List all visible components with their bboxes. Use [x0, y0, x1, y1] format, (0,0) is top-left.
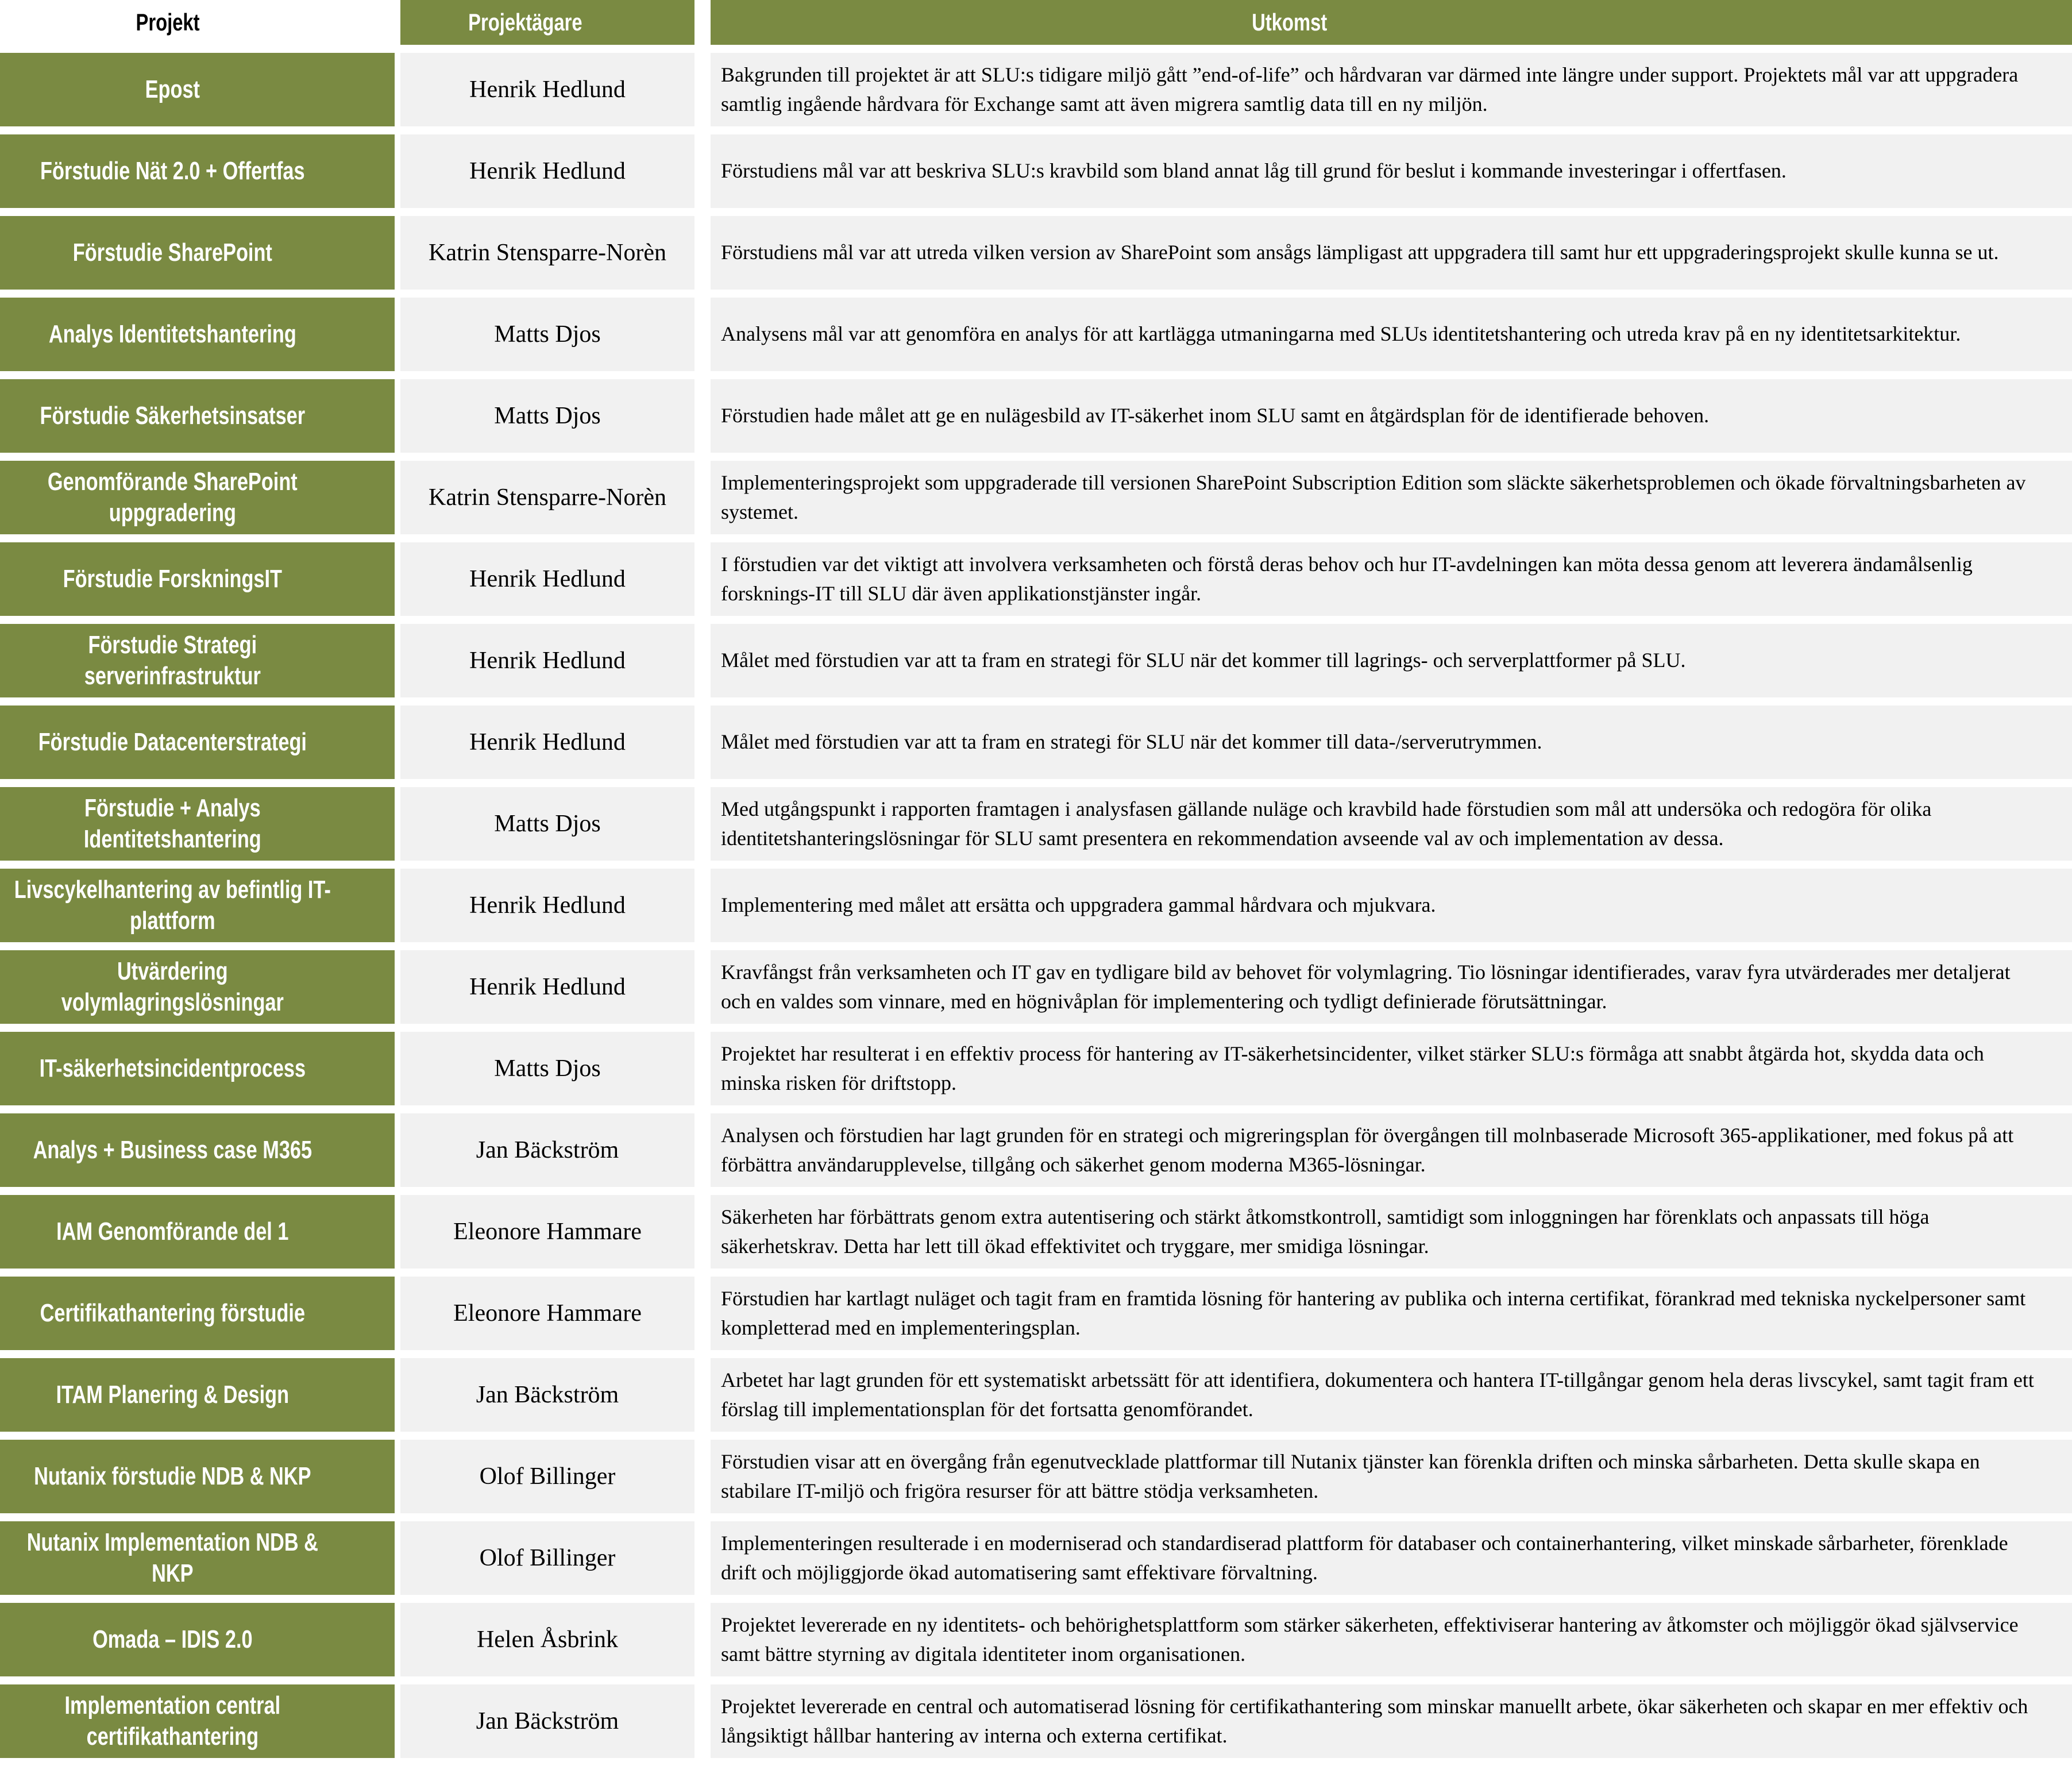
column-gap — [694, 542, 711, 616]
owner-cell: Henrik Hedlund — [400, 950, 694, 1024]
column-gap — [694, 134, 711, 208]
outcome-cell — [711, 53, 2072, 126]
column-gap — [395, 1032, 400, 1105]
column-gap — [694, 1113, 711, 1187]
outcome-cell — [711, 705, 2072, 779]
outcome-cell — [711, 134, 2072, 208]
column-gap — [395, 379, 400, 453]
project-label: Förstudie + Analys Identitetshantering — [84, 794, 262, 853]
project-label: Certifikathantering förstudie — [40, 1299, 306, 1328]
table-row — [0, 216, 2072, 290]
outcome-cell — [711, 950, 2072, 1024]
project-label: Nutanix förstudie NDB & NKP — [34, 1462, 311, 1491]
outcome-text: Förstudien har kartlagt nuläget och tagit fram en framtida lösning för hantering av publika och interna certifikat, förankrad med tekniska nyckelpersoner samt kompletterad med en implementeringsplan. — [721, 1286, 2026, 1339]
project-label: Analys + Business case M365 — [33, 1136, 312, 1165]
column-gap — [395, 298, 400, 371]
project-cell — [0, 461, 395, 534]
outcome-cell — [711, 1440, 2072, 1513]
outcome-cell — [711, 1358, 2072, 1432]
column-gap — [694, 869, 711, 942]
project-cell — [0, 950, 395, 1024]
outcome-cell — [711, 624, 2072, 697]
owner-cell: Jan Bäckström — [400, 1113, 694, 1187]
project-label: Omada – IDIS 2.0 — [92, 1625, 253, 1654]
outcome-text: Med utgångspunkt i rapporten framtagen i analysfasen gällande nuläge och kravbild hade förstudien som mål att undersöka och redogöra för olika identitetshanteringslösningar för SLU samt presentera en rekommendation avseende val av och implementation av dessa. — [721, 797, 1932, 850]
project-cell — [0, 1358, 395, 1432]
table-row — [0, 950, 2072, 1024]
table-row — [0, 53, 2072, 126]
column-gap — [395, 1440, 400, 1513]
owner-cell: Helen Åsbrink — [400, 1603, 694, 1676]
table-row — [0, 298, 2072, 371]
project-cell — [0, 705, 395, 779]
header-projektagare — [400, 0, 694, 45]
outcome-text: Projektet levererade en central och automatiserad lösning för certifikathantering som minskar manuellt arbete, ökar säkerheten och skapar en mer effektiv och långsiktigt hållbar hantering av interna och externa certifikat. — [721, 1694, 2028, 1747]
project-label: Förstudie Nät 2.0 + Offertfas — [40, 157, 305, 186]
owner-cell: Matts Djos — [400, 379, 694, 453]
column-gap — [694, 216, 711, 290]
column-gap — [395, 624, 400, 697]
owner-cell: Jan Bäckström — [400, 1684, 694, 1758]
table-row — [0, 787, 2072, 861]
project-label: Epost — [145, 75, 200, 104]
table-row — [0, 1603, 2072, 1676]
outcome-text: Säkerheten har förbättrats genom extra autentisering och stärkt åtkomstkontroll, samtidigt som inloggningen har förenklats och anpassats till höga säkerhetskrav. Detta har lett till ökad effektivitet och tryggare, mer smidiga lösningar. — [721, 1205, 1930, 1258]
column-gap — [395, 1277, 400, 1350]
outcome-cell — [711, 869, 2072, 942]
project-cell — [0, 1032, 395, 1105]
owner-cell: Eleonore Hammare — [400, 1277, 694, 1350]
column-gap — [694, 1358, 711, 1432]
column-gap — [395, 1684, 400, 1758]
outcome-cell — [711, 1277, 2072, 1350]
project-label: Förstudie Strategi serverinfrastruktur — [84, 631, 261, 690]
column-gap — [694, 298, 711, 371]
column-gap — [694, 1440, 711, 1513]
outcome-text: Implementeringsprojekt som uppgraderade till versionen SharePoint Subscription Edition som släckte säkerhetsproblemen och ökade förvaltningsbarheten av systemet. — [721, 471, 2026, 523]
outcome-text: Målet med förstudien var att ta fram en strategi för SLU när det kommer till data-/serverutrymmen. — [721, 730, 1542, 754]
column-gap — [395, 216, 400, 290]
project-cell — [0, 1603, 395, 1676]
project-label: Förstudie Säkerhetsinsatser — [40, 402, 306, 430]
project-cell — [0, 216, 395, 290]
owner-cell: Henrik Hedlund — [400, 542, 694, 616]
column-gap — [395, 542, 400, 616]
table-header — [0, 0, 2072, 45]
table-row — [0, 1440, 2072, 1513]
outcome-cell — [711, 1684, 2072, 1758]
project-cell — [0, 542, 395, 616]
column-gap — [694, 1521, 711, 1595]
column-gap — [694, 787, 711, 861]
project-cell — [0, 1521, 395, 1595]
outcome-text: Bakgrunden till projektet är att SLU:s tidigare miljö gått ”end-of-life” och hårdvaran var därmed inte längre under support. Projektets mål var att uppgradera samtlig ingående hårdvara för Exchange samt att även migrera samtlig data till en ny miljön. — [721, 63, 2019, 115]
project-cell — [0, 869, 395, 942]
outcome-cell — [711, 1113, 2072, 1187]
owner-cell: Olof Billinger — [400, 1440, 694, 1513]
owner-cell: Eleonore Hammare — [400, 1195, 694, 1269]
header-utkomst — [711, 0, 2072, 45]
outcome-text: Projektet levererade en ny identitets- och behörighetsplattform som stärker säkerheten, effektiviserar hantering av åtkomster och möjliggör ökad självservice samt bättre styrning av digitala identiteter inom organisationen. — [721, 1613, 2019, 1666]
project-label: Utvärdering volymlagringslösningar — [61, 957, 284, 1016]
outcome-cell — [711, 216, 2072, 290]
table-row — [0, 461, 2072, 534]
column-gap — [694, 1603, 711, 1676]
outcome-text: Målet med förstudien var att ta fram en strategi för SLU när det kommer till lagrings- och serverplattformer på SLU. — [721, 649, 1686, 672]
header-projektagare-label: Projektägare — [468, 9, 582, 36]
column-gap — [395, 1358, 400, 1432]
outcome-cell — [711, 1603, 2072, 1676]
project-cell — [0, 624, 395, 697]
outcome-cell — [711, 379, 2072, 453]
column-gap — [694, 461, 711, 534]
owner-cell: Katrin Stensparre-Norèn — [400, 216, 694, 290]
table-row — [0, 1032, 2072, 1105]
owner-cell: Henrik Hedlund — [400, 624, 694, 697]
column-gap — [694, 1195, 711, 1269]
outcome-text: Arbetet har lagt grunden för ett systematiskt arbetssätt för att identifiera, dokumentera och hantera IT-tillgångar genom hela deras livscykel, samt tagit fram ett förslag till implementationsplan för det fortsatta genomförandet. — [721, 1368, 2034, 1421]
column-gap — [395, 950, 400, 1024]
table-row — [0, 542, 2072, 616]
project-label: Nutanix Implementation NDB & NKP — [27, 1528, 319, 1587]
column-gap — [694, 379, 711, 453]
project-label: Förstudie SharePoint — [73, 238, 273, 267]
project-cell — [0, 53, 395, 126]
outcome-cell — [711, 542, 2072, 616]
column-gap — [395, 53, 400, 126]
table-row — [0, 1277, 2072, 1350]
column-gap — [395, 1195, 400, 1269]
column-gap — [395, 787, 400, 861]
header-projekt-label: Projekt — [136, 9, 200, 36]
outcome-cell — [711, 1195, 2072, 1269]
column-gap — [694, 53, 711, 126]
column-gap — [395, 1603, 400, 1676]
project-label: Förstudie Datacenterstrategi — [38, 728, 307, 757]
outcome-text: Förstudiens mål var att utreda vilken version av SharePoint som ansågs lämpligast att uppgradera till samt hur ett uppgraderingsprojekt skulle kunna se ut. — [721, 241, 1999, 264]
table-body — [0, 53, 2072, 1758]
column-gap — [694, 950, 711, 1024]
column-gap — [694, 624, 711, 697]
project-cell — [0, 379, 395, 453]
outcome-text: Förstudien visar att en övergång från egenutvecklade plattformar till Nutanix tjänster kan förenkla driften och minska sårbarheten. Detta skulle skapa en stabilare IT-miljö och frigöra resurser för att bättre stödja verksamheten. — [721, 1449, 1980, 1502]
outcome-text: Implementering med målet att ersätta och uppgradera gammal hårdvara och mjukvara. — [721, 893, 1436, 917]
outcome-cell — [711, 787, 2072, 861]
project-cell — [0, 134, 395, 208]
project-cell — [0, 1684, 395, 1758]
outcome-text: Analysens mål var att genomföra en analys för att kartlägga utmaningarna med SLUs identitetshantering och utreda krav på en ny identitetsarkitektur. — [721, 322, 1961, 346]
outcome-text: Projektet har resulterat i en effektiv process för hantering av IT-säkerhetsincidenter, vilket stärker SLU:s förmåga att snabbt åtgärda hot, skydda data och minska risken för driftstopp. — [721, 1042, 1984, 1094]
project-label: Genomförande SharePoint uppgradering — [48, 468, 298, 527]
project-label: ITAM Planering & Design — [56, 1381, 290, 1409]
project-cell — [0, 1440, 395, 1513]
column-gap — [395, 1113, 400, 1187]
table-row — [0, 1521, 2072, 1595]
project-label: Förstudie ForskningsIT — [63, 565, 283, 593]
column-gap — [395, 705, 400, 779]
project-label: Livscykelhantering av befintlig IT-plattform — [14, 876, 331, 935]
outcome-cell — [711, 298, 2072, 371]
table-row — [0, 869, 2072, 942]
outcome-cell — [711, 1521, 2072, 1595]
owner-cell: Matts Djos — [400, 787, 694, 861]
table-row — [0, 379, 2072, 453]
outcome-text: Kravfångst från verksamheten och IT gav en tydligare bild av behovet för volymlagring. Tio lösningar identifierades, varav fyra utvärderades mer detaljerat och en valdes som vinnare, med en högnivåplan för implementering och tydligt definierade förutsättningar. — [721, 960, 2011, 1013]
column-gap — [395, 461, 400, 534]
header-utkomst-label: Utkomst — [1251, 9, 1327, 36]
owner-cell: Henrik Hedlund — [400, 53, 694, 126]
column-gap — [395, 869, 400, 942]
table-row — [0, 134, 2072, 208]
outcome-text: Förstudien hade målet att ge en nulägesbild av IT-säkerhet inom SLU samt en åtgärdsplan för de identifierade behoven. — [721, 404, 1710, 427]
column-gap — [694, 1032, 711, 1105]
table-row — [0, 1195, 2072, 1269]
owner-cell: Matts Djos — [400, 1032, 694, 1105]
project-label: Analys Identitetshantering — [49, 320, 297, 349]
header-projekt — [0, 0, 395, 45]
owner-cell: Olof Billinger — [400, 1521, 694, 1595]
column-gap — [694, 705, 711, 779]
project-cell — [0, 298, 395, 371]
outcome-text: Förstudiens mål var att beskriva SLU:s kravbild som bland annat låg till grund för beslut i kommande investeringar i offertfasen. — [721, 159, 1787, 183]
project-label: Implementation central certifikathantering — [64, 1691, 281, 1751]
owner-cell: Katrin Stensparre-Norèn — [400, 461, 694, 534]
project-cell — [0, 1277, 395, 1350]
owner-cell: Henrik Hedlund — [400, 869, 694, 942]
owner-cell: Jan Bäckström — [400, 1358, 694, 1432]
column-gap — [395, 1521, 400, 1595]
table-row — [0, 705, 2072, 779]
table-row — [0, 1684, 2072, 1758]
column-gap — [395, 134, 400, 208]
table-row — [0, 624, 2072, 697]
outcome-text: I förstudien var det viktigt att involvera verksamheten och förstå deras behov och hur IT-avdelningen kan möta dessa genom att leverera ändamålsenlig forsknings-IT till SLU där även applikationstjänster ingår. — [721, 552, 1973, 605]
project-label: IAM Genomförande del 1 — [56, 1217, 289, 1246]
column-gap — [694, 1684, 711, 1758]
project-cell — [0, 787, 395, 861]
table-row — [0, 1358, 2072, 1432]
table-row — [0, 1113, 2072, 1187]
outcome-cell — [711, 1032, 2072, 1105]
owner-cell: Henrik Hedlund — [400, 705, 694, 779]
outcome-cell — [711, 461, 2072, 534]
outcome-text: Analysen och förstudien har lagt grunden för en strategi och migreringsplan för övergången till molnbaserade Microsoft 365-applikationer, med fokus på att förbättra användarupplevelse, tillgång och säkerhet genom moderna M365-lösningar. — [721, 1123, 2014, 1176]
owner-cell: Matts Djos — [400, 298, 694, 371]
owner-cell: Henrik Hedlund — [400, 134, 694, 208]
outcome-text: Implementeringen resulterade i en moderniserad och standardiserad plattform för databaser och containerhantering, vilket minskade sårbarheter, förenklade drift och möjliggjorde ökad automatisering samt effektivare förvaltning. — [721, 1531, 2008, 1584]
project-label: IT-säkerhetsincidentprocess — [39, 1054, 306, 1083]
project-cell — [0, 1195, 395, 1269]
column-gap — [694, 1277, 711, 1350]
project-cell — [0, 1113, 395, 1187]
